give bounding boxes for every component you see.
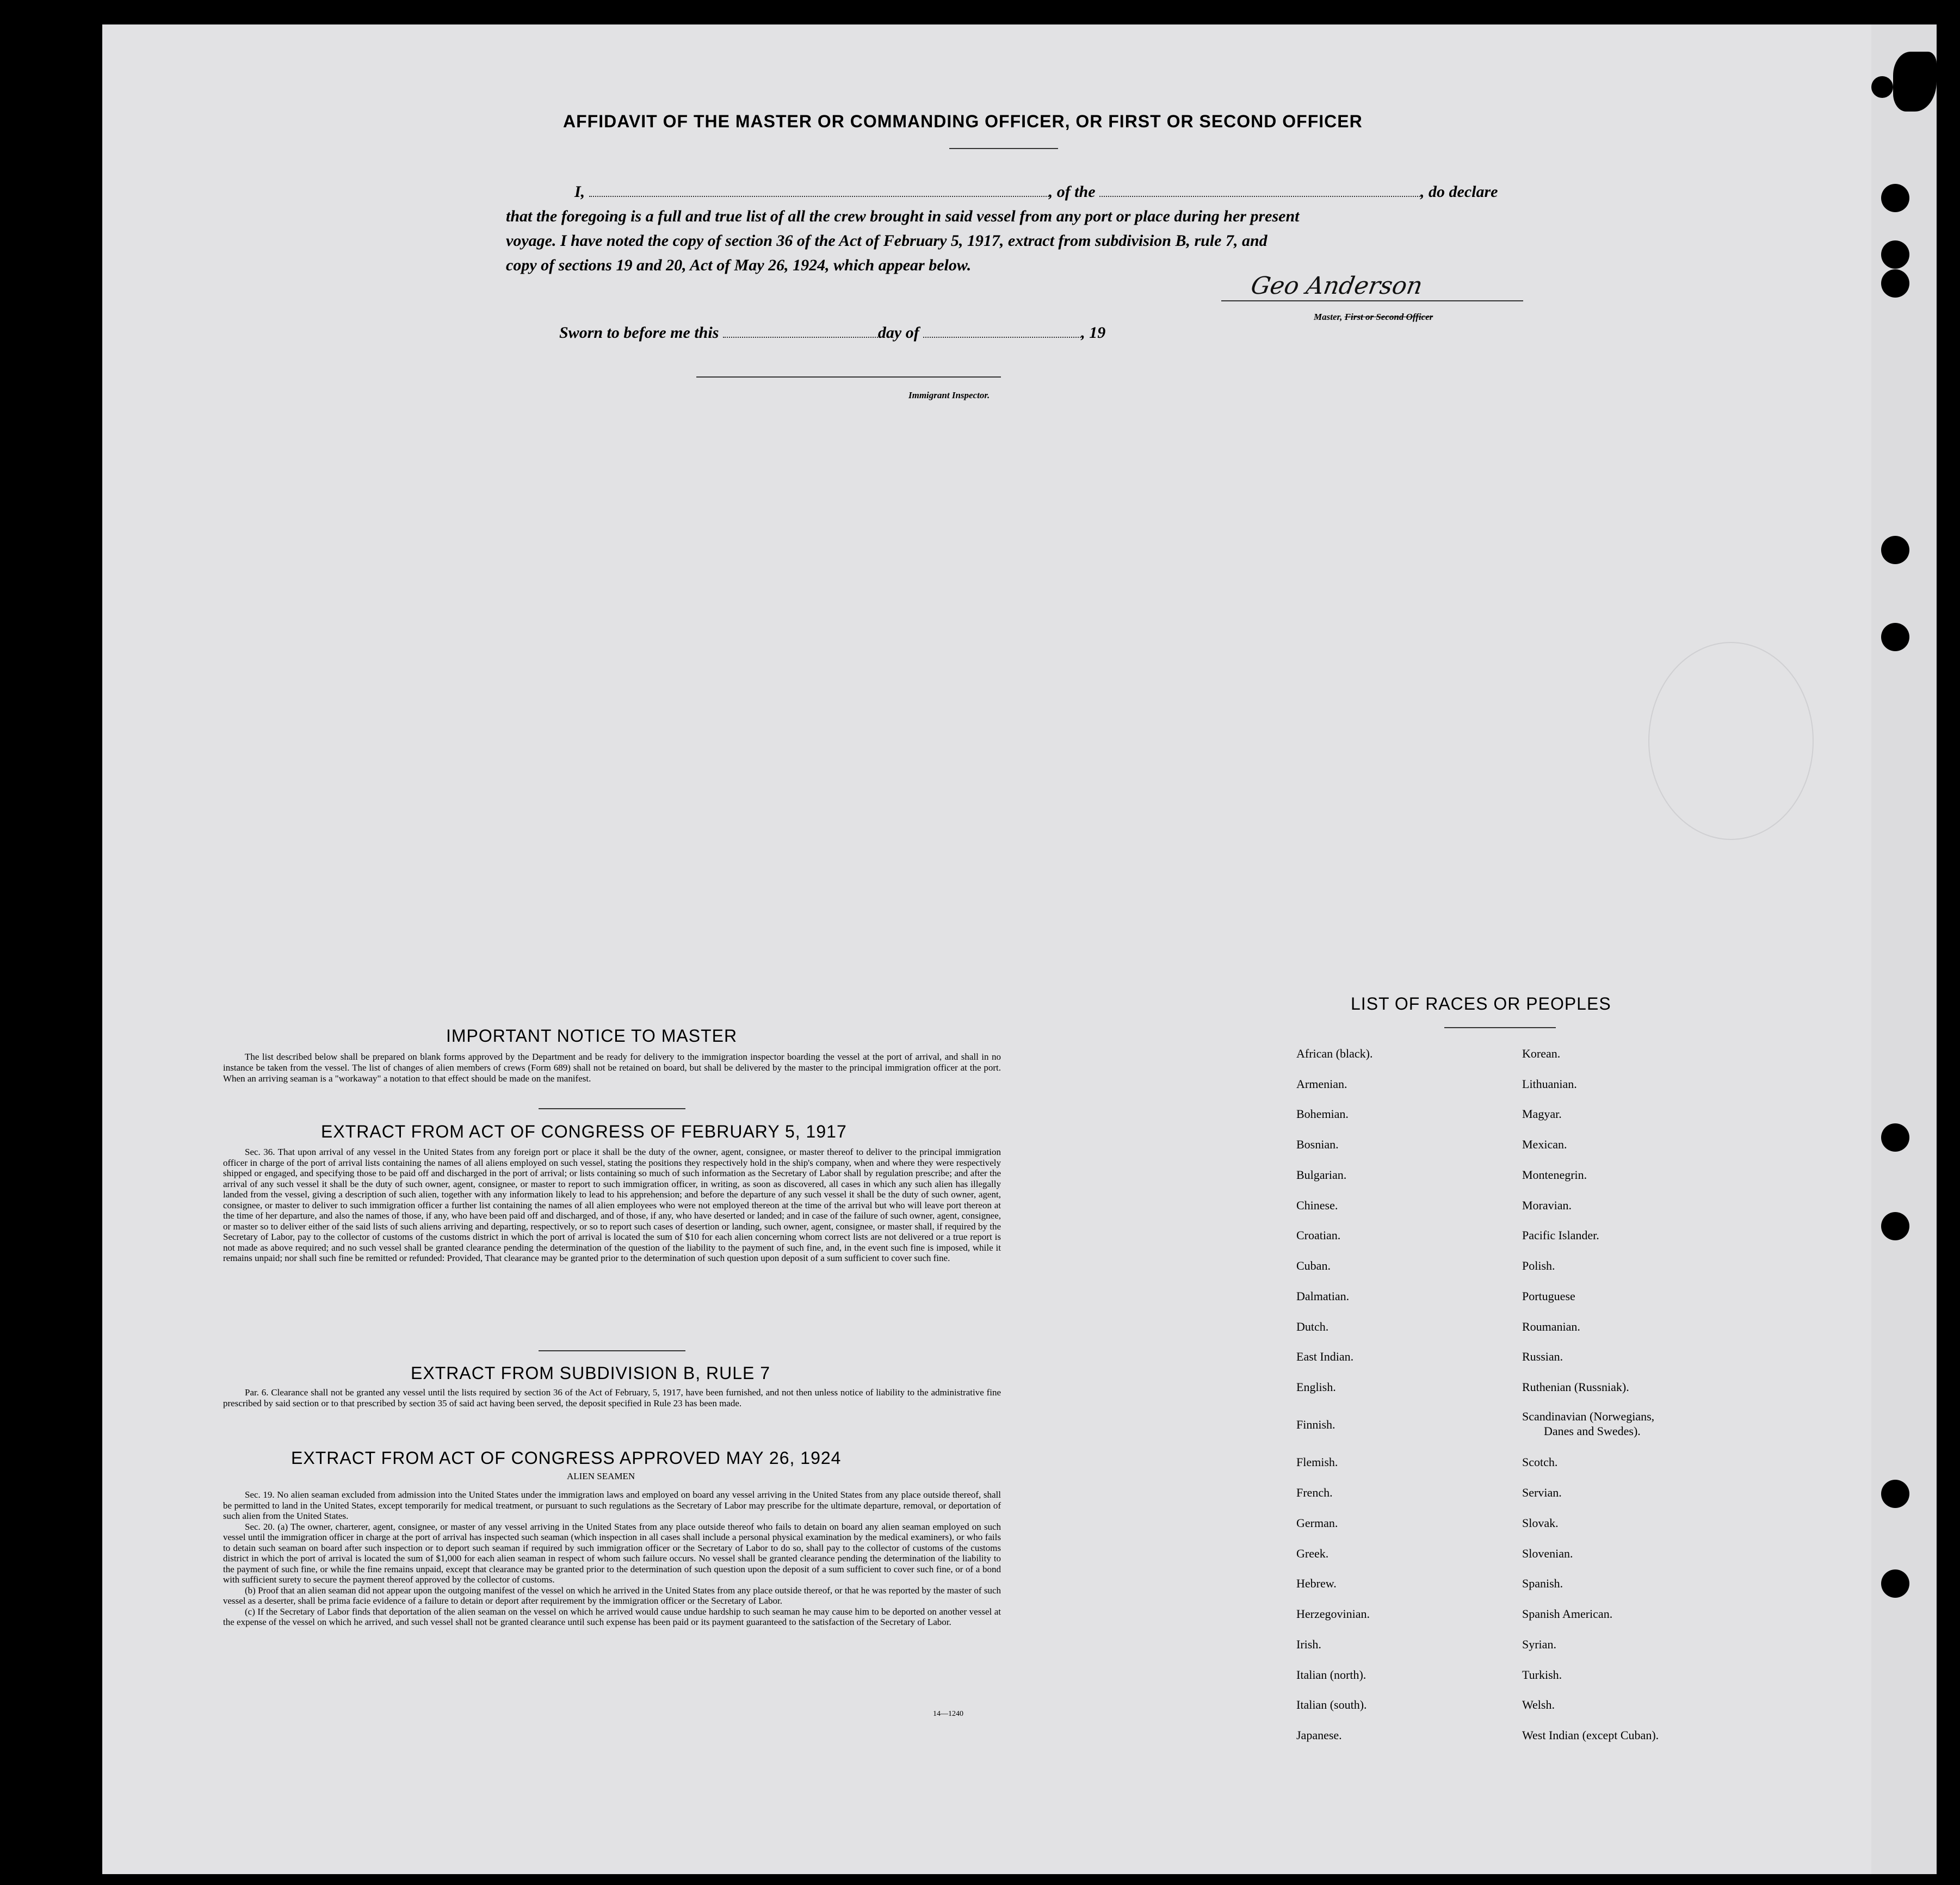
embossed-seal bbox=[1648, 642, 1814, 840]
of-the-label: , of the bbox=[1048, 183, 1096, 201]
race-item: Polish. bbox=[1522, 1259, 1555, 1272]
race-item: Welsh. bbox=[1522, 1698, 1555, 1711]
affidavit-line-2: that the foregoing is a full and true list of all the crew brought in said vessel from any port or place during her present bbox=[506, 207, 1300, 225]
race-item: German. bbox=[1296, 1516, 1338, 1530]
do-declare-label: , do declare bbox=[1420, 183, 1498, 201]
binder-hole bbox=[1881, 269, 1909, 298]
race-item: Irish. bbox=[1296, 1637, 1321, 1651]
ink-stain bbox=[1871, 76, 1893, 98]
race-item: Ruthenian (Russniak). bbox=[1522, 1380, 1629, 1394]
inspector-caption: Immigrant Inspector. bbox=[908, 390, 990, 400]
race-item: Portuguese bbox=[1522, 1289, 1575, 1303]
sworn-prefix: Sworn to before me this bbox=[559, 324, 719, 342]
race-item: Montenegrin. bbox=[1522, 1168, 1587, 1182]
race-item: Korean. bbox=[1522, 1047, 1561, 1060]
race-item: Spanish American. bbox=[1522, 1607, 1613, 1621]
race-item: Dalmatian. bbox=[1296, 1289, 1350, 1303]
race-item: French. bbox=[1296, 1486, 1333, 1499]
race-item: Finnish. bbox=[1296, 1418, 1335, 1431]
race-item: Cuban. bbox=[1296, 1259, 1331, 1272]
affidavit-line-4: copy of sections 19 and 20, Act of May 26, 1924, which appear below. bbox=[506, 256, 972, 274]
sworn-day-blank[interactable] bbox=[723, 325, 878, 338]
race-item: Italian (north). bbox=[1296, 1668, 1367, 1682]
sec-20b-paragraph: (b) Proof that an alien seaman did not appear upon the outgoing manifest of the vessel on which he arrived in the United States from any place outside thereof, or that he was reported by the master of such vessel as a deserter, shall be prima facie evidence of a failure to detain or deport after requirement by the immigration officer or the Secretary of Labor. bbox=[223, 1585, 1001, 1606]
master-signature: Geo Anderson bbox=[1248, 272, 1425, 300]
sec-36-paragraph: Sec. 36. That upon arrival of any vessel in the United States from any foreign port or place it shall be the duty of the owner, agent, consignee, or master thereof to deliver to the principal immigration officer in charge of the port of arrival lists containing the names of all aliens employed on such vessel, stating the positions they respectively hold in the ship's company, when and where they were respectively shipped or engaged, and specifying those to be paid off and discharged in the port of arrival; or lists containing so much of such information as the Secretary of Labor shall by regulation prescribe; and after the arrival of any such vessel it shall be the duty of such owner, agent, consignee, or master to report to such immigration officer, in writing, as soon as discovered, all cases in which any such alien has illegally landed from the vessel, giving a description of such alien, together with any information likely to lead to his apprehension; and before the departure of any such vessel it shall be the duty of such owner, agent, consignee, or master to deliver to such immigration officer a further list containing the names of all alien employees who were not employed thereon at the time of the arrival but who will leave port thereon at the time of her departure, and also the names of those, if any, who have been paid off and discharged, and of those, if any, who have deserted or landed; and in case of the failure of such owner, agent, consignee, or master so to deliver either of the said lists of such aliens arriving and departing, respectively, or so to report such cases of desertion or landing, such owner, agent, consignee, or master shall, if required by the Secretary of Labor, pay to the collector of customs of the customs district in which the port of arrival is located the sum of $10 for each alien concerning whom correct lists are not delivered or a true report is not made as above required; and no such vessel shall be granted clearance pending the determination of the question of the liability to the payment of such fine, and, in the event such fine is imposed, while it remains unpaid; nor shall such fine be remitted or refunded: Provided, That clearance may be granted prior to the determination of such question upon deposit of a sum sufficient to cover such fine. bbox=[223, 1147, 1001, 1263]
i-label: I, bbox=[574, 183, 585, 201]
race-item: African (black). bbox=[1296, 1047, 1373, 1060]
races-title: LIST OF RACES OR PEOPLES bbox=[1351, 994, 1611, 1013]
binder-hole bbox=[1881, 1569, 1909, 1598]
race-item: Spanish. bbox=[1522, 1577, 1563, 1590]
race-item: Slovenian. bbox=[1522, 1547, 1573, 1560]
signature-line bbox=[1221, 300, 1523, 301]
race-item: Scandinavian (Norwegians, bbox=[1522, 1410, 1655, 1423]
race-item: Bosnian. bbox=[1296, 1138, 1339, 1151]
race-item: Moravian. bbox=[1522, 1198, 1572, 1212]
sworn-line bbox=[559, 324, 1105, 342]
notice-title: IMPORTANT NOTICE TO MASTER bbox=[446, 1026, 738, 1046]
vessel-name-blank[interactable] bbox=[1099, 184, 1420, 197]
affidavit-line-3: voyage. I have noted the copy of section 36 of the Act of February 5, 1917, extract from subdivision B, rule 7, and bbox=[506, 232, 1267, 250]
race-item: Italian (south). bbox=[1296, 1698, 1367, 1711]
race-item: English. bbox=[1296, 1380, 1336, 1394]
race-item: Lithuanian. bbox=[1522, 1077, 1577, 1091]
race-item: Japanese. bbox=[1296, 1728, 1342, 1742]
race-item: West Indian (except Cuban). bbox=[1522, 1728, 1659, 1742]
binder-hole bbox=[1881, 1212, 1909, 1240]
extract-rule-7-title: EXTRACT FROM SUBDIVISION B, RULE 7 bbox=[411, 1363, 771, 1383]
officer-name-blank[interactable] bbox=[589, 184, 1049, 197]
affidavit-title: AFFIDAVIT OF THE MASTER OR COMMANDING OFFICER, OR FIRST OR SECOND OFFICER bbox=[563, 112, 1363, 131]
race-item-continuation: Danes and Swedes). bbox=[1544, 1424, 1641, 1438]
sec-20c-paragraph: (c) If the Secretary of Labor finds that deportation of the alien seaman on the vessel on which he arrived would cause undue hardship to such seaman he may cause him to be deported on another vessel at the expense of the vessel on which he arrived, and such vessel shall not be granted clearance until such expense has been paid or its payment guaranteed to the satisfaction of the Secretary of Labor. bbox=[223, 1606, 1001, 1627]
race-item: Roumanian. bbox=[1522, 1320, 1580, 1333]
extract-1917-body bbox=[223, 1147, 1001, 1264]
sworn-day-label: day of bbox=[877, 324, 919, 342]
binder-hole bbox=[1881, 184, 1909, 212]
race-item: Scotch. bbox=[1522, 1455, 1558, 1469]
race-item: Hebrew. bbox=[1296, 1577, 1337, 1590]
race-item: Slovak. bbox=[1522, 1516, 1559, 1530]
race-item: Herzegovinian. bbox=[1296, 1607, 1370, 1621]
race-item: Dutch. bbox=[1296, 1320, 1329, 1333]
race-item: Magyar. bbox=[1522, 1107, 1562, 1121]
section-divider bbox=[539, 1350, 685, 1351]
race-item: Croatian. bbox=[1296, 1228, 1341, 1242]
race-item: Chinese. bbox=[1296, 1198, 1338, 1212]
binder-hole bbox=[1881, 1123, 1909, 1152]
sworn-year-label: , 19 bbox=[1081, 324, 1106, 342]
binder-hole bbox=[1881, 536, 1909, 564]
race-item: Servian. bbox=[1522, 1486, 1562, 1499]
alien-seamen-subtitle: ALIEN SEAMEN bbox=[567, 1471, 635, 1481]
race-item: Bulgarian. bbox=[1296, 1168, 1347, 1182]
page-edge bbox=[1871, 24, 1937, 1874]
par-6-paragraph: Par. 6. Clearance shall not be granted any vessel until the lists required by section 36 of the Act of February, 5, 1917, have been furnished, and not then unless notice of liability to the administrative fine prescribed by said section or to that prescribed by section 35 of said act having been served, the deposit specified in Rule 23 has been made. bbox=[223, 1387, 1001, 1408]
binder-hole bbox=[1881, 1480, 1909, 1508]
affidavit-line-1 bbox=[506, 180, 1534, 204]
officer-label-struck: First or Second Officer bbox=[1344, 312, 1433, 322]
races-divider bbox=[1444, 1027, 1556, 1028]
signature-caption bbox=[1314, 312, 1433, 323]
race-item: Flemish. bbox=[1296, 1455, 1338, 1469]
sec-19-paragraph: Sec. 19. No alien seaman excluded from admission into the United States under the immigration laws and employed on board any vessel arriving in the United States from any place outside thereof, shall be permitted to land in the United States, except temporarily for medical treatment, or pursuant to such regulations as the Secretary of Labor may prescribe for the ultimate departure, removal, or deportation of such alien from the United States. bbox=[223, 1490, 1001, 1521]
race-item: Russian. bbox=[1522, 1350, 1563, 1363]
form-number: 14—1240 bbox=[933, 1710, 963, 1718]
notice-body bbox=[223, 1052, 1001, 1084]
extract-1917-title: EXTRACT FROM ACT OF CONGRESS OF FEBRUARY 5, 1917 bbox=[321, 1122, 847, 1141]
inspector-signature-line bbox=[696, 376, 1001, 378]
master-label: Master, bbox=[1314, 312, 1343, 322]
binder-hole bbox=[1881, 240, 1909, 269]
sec-20a-paragraph: Sec. 20. (a) The owner, charterer, agent, consignee, or master of any vessel arriving in the United States from any place outside thereof who fails to detain on board any alien seaman employed on such vessel until the immigration officer in charge at the port of arrival has inspected such seaman (which inspection in all cases shall include a personal physical examination by the medical examiners), or who fails to detain such seaman on board after such inspection or to deport such seaman if required by such immigration officer or the Secretary of Labor to do so, shall pay to the collector of customs of the customs district in which the port of arrival is located the sum of $1,000 for each alien seaman in respect of whom such failure occurs. No vessel shall be granted clearance pending the determination of the liability to the payment of such fine, or while the fine remains unpaid, except that clearance may be granted prior to the determination of such question upon the deposit of a sum sufficient to cover such fine, or of a bond with sufficient surety to secure the payment thereof approved by the collector of customs. bbox=[223, 1521, 1001, 1585]
race-item: Syrian. bbox=[1522, 1637, 1556, 1651]
race-item: Bohemian. bbox=[1296, 1107, 1349, 1121]
sworn-month-blank[interactable] bbox=[923, 325, 1081, 338]
ink-stain bbox=[1893, 52, 1937, 112]
race-item: Turkish. bbox=[1522, 1668, 1562, 1682]
title-divider bbox=[949, 148, 1058, 149]
affidavit-body bbox=[506, 180, 1534, 277]
extract-rule-7-body bbox=[223, 1387, 1001, 1409]
race-item: East Indian. bbox=[1296, 1350, 1354, 1363]
section-divider bbox=[539, 1108, 685, 1109]
race-item: Greek. bbox=[1296, 1547, 1329, 1560]
extract-1924-body bbox=[223, 1490, 1001, 1628]
notice-paragraph: The list described below shall be prepared on blank forms approved by the Department and be ready for delivery to the immigration inspector boarding the vessel at the port of arrival, and shall in no instance be taken from the vessel. The list of changes of alien members of crews (Form 689) shall not be retained on board, but shall be delivered by the master to the principal immigration officer at the port. When an arriving seaman is a "workaway" a notation to that effect should be made on the manifest. bbox=[223, 1052, 1001, 1084]
extract-1924-title: EXTRACT FROM ACT OF CONGRESS APPROVED MAY 26, 1924 bbox=[291, 1448, 842, 1468]
race-item: Mexican. bbox=[1522, 1138, 1567, 1151]
race-item: Armenian. bbox=[1296, 1077, 1347, 1091]
binder-hole bbox=[1881, 623, 1909, 651]
race-item: Pacific Islander. bbox=[1522, 1228, 1599, 1242]
